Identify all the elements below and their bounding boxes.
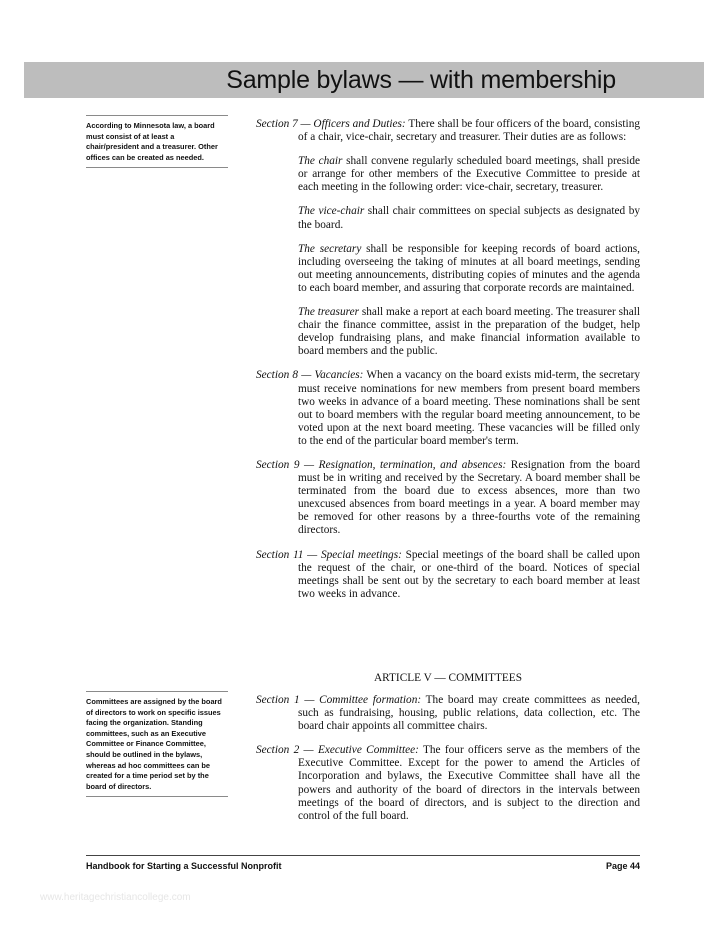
section-heading: Section 1 — Committee formation: [256,694,422,706]
duty-text: shall chair committees on special subjects as designated by the board. [298,205,641,231]
main-content-bottom [256,694,640,823]
section-text: The four officers serve as the members of the Executive Committee. Except for the power to amend the Articles of Incorporation and bylaws, the Executive Committee shall have all the powers and authority of the board of directors in the intervals between meetings of the board of directors, and is subject to the direction and control of the full board. [298,744,640,822]
header-band [24,62,704,98]
page-title: Sample bylaws — with membership [226,66,616,94]
footer-divider [86,855,640,856]
duty-term: The chair [298,155,343,168]
footer-handbook-title: Handbook for Starting a Successful Nonprofit [86,861,282,871]
section-text: Special meetings of the board shall be called upon the request of the chair, or one-third of the board. Notices of special meetings shall be sent out by the secretary to each board member at least two weeks in advance. [298,548,640,600]
section-7 [256,118,640,144]
sidenote-officers: According to Minnesota law, a board must consist of at least a chair/president and a treasurer. Other offices can be created as needed. [86,115,228,168]
section-text: Resignation from the board must be in writing and received by the Secretary. A board member shall be terminated from the board due to excess absences, more than two unexcused absences from board meetings in a year. A board member may be removed for other reasons by a three-fourths vote of the remaining directors. [298,458,640,537]
duty-text: shall make a report at each board meeting. The treasurer shall chair the finance committee, assist in the preparation of the budget, help develop fundraising plans, and make financial information available to board members and the public. [298,306,640,358]
duty-term: The secretary [298,242,362,255]
duty-chair [256,155,640,194]
section-9 [256,459,640,538]
sidenote-committees: Committees are assigned by the board of directors to work on specific issues facing the organization. Standing committees, such as an Executive Committee or Finance Committee, should be outlined in the bylaws, whereas ad hoc committees can be created for a time period set by the board of directors. [86,691,228,797]
article-section-1 [256,694,640,733]
section-text: There shall be four officers of the board, consisting of a chair, vice-chair, secretary and treasurer. Their duties are as follows: [298,118,640,144]
section-heading: Section 7 — Officers and Duties: [256,118,406,130]
article-heading: ARTICLE V — COMMITTEES [374,672,522,684]
duty-term: The vice-chair [298,205,365,218]
duty-text: shall convene regularly scheduled board meetings, shall preside or arrange for other members of the Executive Committee to preside at each meeting in the following order: vice-chair, secretary, treasurer. [298,155,640,194]
page-number: Page 44 [605,861,640,871]
duty-treasurer [256,306,640,358]
article-section-2 [256,744,640,823]
section-text: The board may create committees as needed, such as fundraising, housing, public relations, data collection, etc. The board chair appoints all committee chairs. [298,694,640,733]
duty-text: shall be responsible for keeping records of board actions, including overseeing the taking of minutes at all board meetings, sending out meeting announcements, distributing copies of minutes and the agenda to each board member, and assuring that corporate records are maintained. [298,242,640,294]
section-11 [256,549,640,601]
section-8 [256,369,640,448]
section-heading: Section 2 — Executive Committee: [256,744,419,757]
duty-term: The treasurer [298,306,359,319]
section-text: When a vacancy on the board exists mid-term, the secretary must receive nominations for new members from present board members two weeks in advance of a board meeting. These nominations shall be sent out to board members with the regular board meeting announcement, to be voted upon at the next board meeting. These vacancies will be filled only to the end of the particular board member's term. [298,369,640,447]
duty-secretary [256,243,640,295]
main-content-top [256,118,640,601]
section-heading: Section 8 — Vacancies: [256,369,364,382]
section-heading: Section 11 — Special meetings: [256,548,402,561]
watermark: www.heritagechristiancollege.com [40,892,191,903]
duty-vice-chair [256,205,640,231]
section-heading: Section 9 — Resignation, termination, and absences: [256,458,507,471]
